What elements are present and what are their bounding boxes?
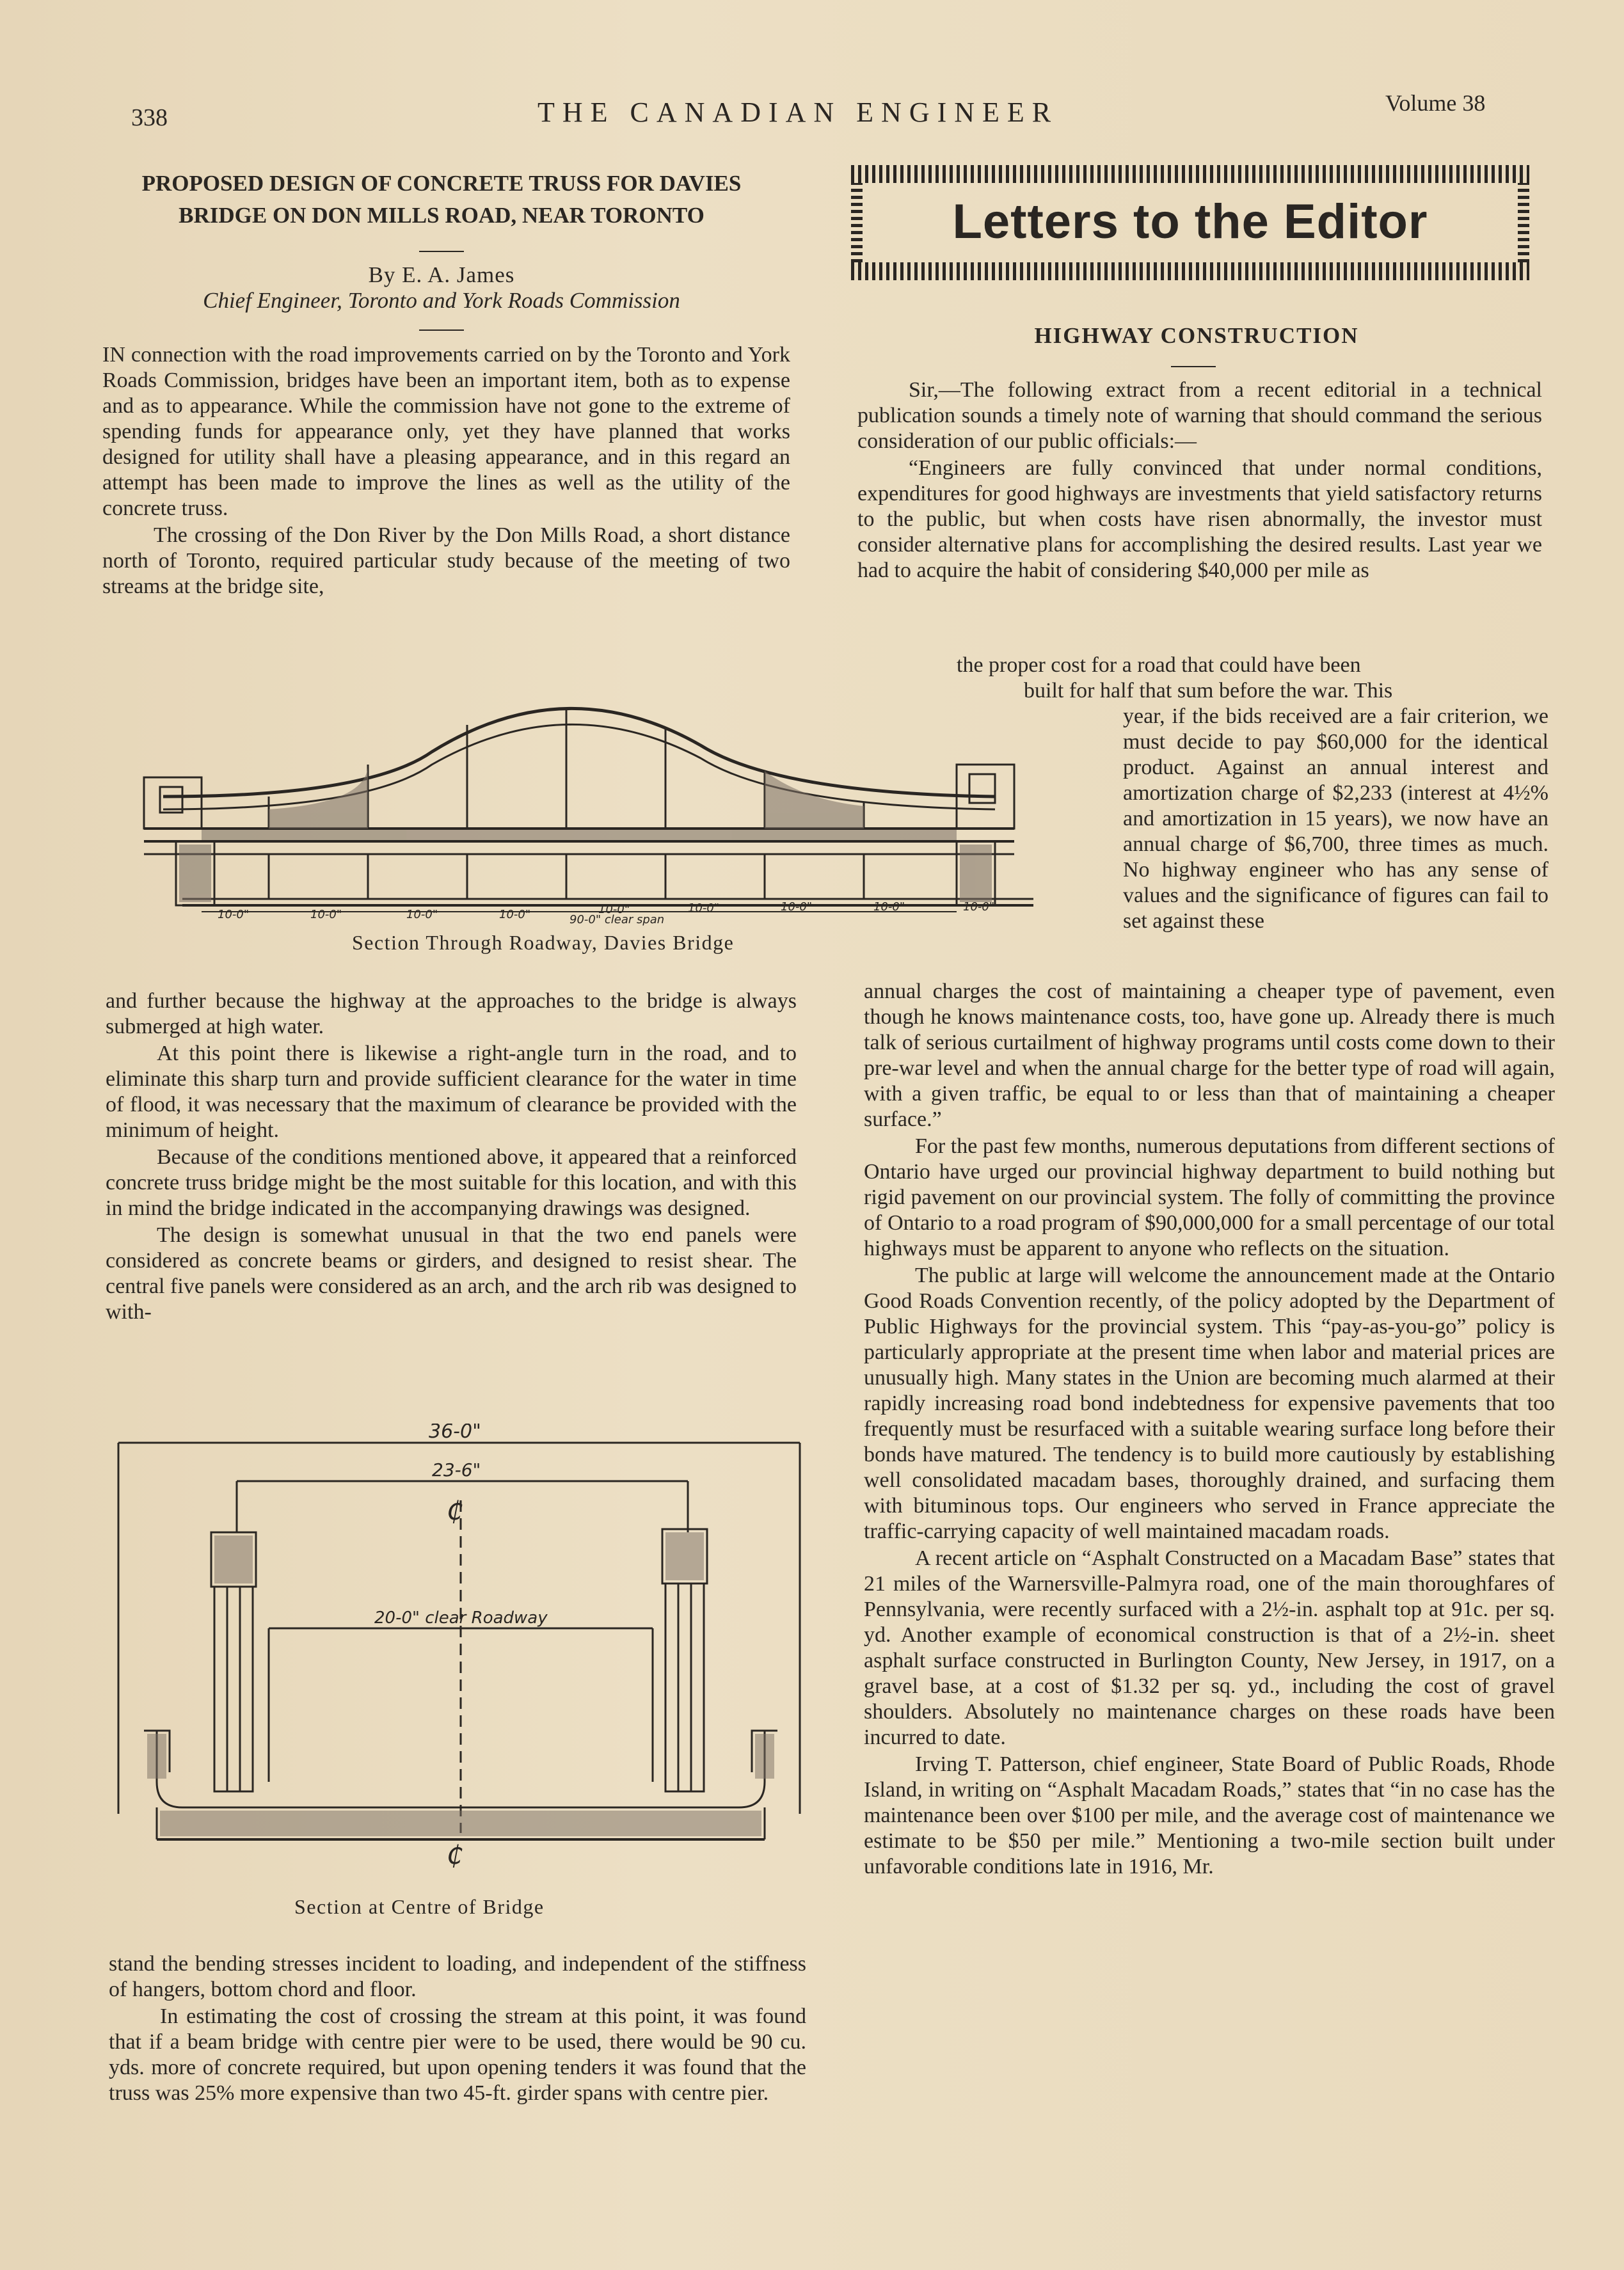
paragraph: For the past few months, numerous deputations from different sections of Ontario have urged our provincial highway department to build nothing but rigid pavement on our provincial system. The folly of committing the province of Ontario to a road program of $90,000,000 for a small percentage of our total highways must be apparent to anyone who reflects on the situation. (864, 1134, 1555, 1260)
paragraph: IN connection with the road improvements carried on by the Toronto and York Roads Commission, bridges have been an important item, both as to expense and as to appearance. While the commission have not gone to the extreme of spending funds for appearance only, yet they have planned that works designed for utility shall have a pleasing appearance, and in this regard an attempt has been made to improve the lines as well as the utility of the concrete truss. (102, 343, 790, 520)
panel-label: 10-0" (499, 908, 531, 921)
page-header (0, 90, 1624, 141)
article-title (96, 168, 787, 232)
byline-role: Chief Engineer, Toronto and York Roads Commission (203, 288, 680, 313)
paragraph: A recent article on “Asphalt Constructed on a Macadam Base” states that 21 miles of the Warnersville-Palmyra road, one of the main thoroughfares of Pennsylvania, were recently surfaced with a 2½-in. asphalt top at 91c. per sq. yd. Another example of economical construction is that of a 2½-in. sheet asphalt surface constructed in Burlington County, New Jersey, in 1917, on a gravel base, at a cost of $1.32 per sq. yd., including the cost of gravel shoulders. Absolutely no maintenance charges on these roads have been incurred to date. (864, 1546, 1555, 1749)
centerline-symbol-bottom: ₵ (447, 1841, 463, 1870)
box-border-bottom (851, 262, 1529, 280)
figure2-caption: Section at Centre of Bridge (294, 1895, 545, 1918)
section-divider (1171, 366, 1216, 367)
paragraph: annual charges the cost of maintaining a cheaper type of pavement, even though he knows maintenance costs, too, have gone up. Already there is much talk of serious curtailment of highway programs until costs come down to their pre-war level and when the annual charge for the better type of road will again, with a given traffic, be equal to or less than that of maintaining a cheaper surface.” (864, 980, 1555, 1131)
byline: By E. A. James (368, 262, 515, 287)
title-divider (419, 251, 464, 252)
panel-label: 10-0" (963, 900, 995, 914)
article-title-line1: PROPOSED DESIGN OF CONCRETE TRUSS FOR DAVIES (141, 171, 742, 196)
right-text-top (857, 377, 1542, 585)
page-number: 338 (131, 104, 168, 131)
left-text-middle (106, 988, 797, 1326)
dim-inner-label: 23-6" (432, 1459, 481, 1480)
volume-label: Volume 38 (1385, 90, 1486, 116)
section-heading: HIGHWAY CONSTRUCTION (1034, 323, 1359, 348)
wrap-line-1: the proper cost for a road that could have been (957, 653, 1361, 677)
letters-to-editor-box (851, 165, 1529, 280)
right-text-bottom (864, 979, 1555, 1881)
paragraph: The public at large will welcome the announcement made at the Ontario Good Roads Convention recently, of the policy adopted by the Department of Public Highways for the provincial system. This “pay-as-you-go” policy is particularly appropriate at the present time when labor and material prices are unusually high. Many states in the Union are becoming much alarmed at their rapidly increasing road bond indebtedness for expensive pavements that too frequently must be resurfaced with a suitable wearing surface long before their bonds have matured. The tendency is to build more cautiously by establishing well consolidated macadam bases, thoroughly drained, and surfacing them with bituminous tops. Our engineers who served in France appreciate the traffic-carrying capacity of well maintained macadam roads. (864, 1264, 1555, 1543)
paragraph: stand the bending stresses incident to loading, and independent of the stiffness of hangers, bottom chord and floor. (109, 1952, 806, 2001)
narrow-text: year, if the bids received are a fair criterion, we must decide to pay $60,000 for the identical product. Against an annual interest and amortization charge of $2,233 (interest at 4½% and amortization in 15 years), we now have an annual charge of $6,700, three times as much. No highway engineer who has any sense of values and the significance of figures can fail to set against these (1123, 704, 1548, 933)
left-text-bottom (109, 1951, 806, 2107)
panel-label: 10-0" (688, 901, 720, 915)
paragraph: “Engineers are fully convinced that under normal conditions, expenditures for good highways are investments that yield satisfactory returns to the public, but when costs have risen abnormally, the investor must consider alternative plans for accomplishing the desired results. Last year we had to acquire the habit of considering $40,000 per mile as (857, 456, 1542, 582)
letters-title: Letters to the Editor (952, 194, 1428, 249)
paragraph: The design is somewhat unusual in that the two end panels were considered as concrete beams or girders, and designed to resist shear. The central five panels were considered as an arch, and the arch rib was designed to with- (106, 1223, 797, 1324)
paragraph: Sir,—The following extract from a recent editorial in a technical publication sounds a timely note of warning that should command the serious consideration of our public officials:— (857, 378, 1542, 453)
paragraph: Because of the conditions mentioned above, it appeared that a reinforced concrete truss bridge might be the most suitable for this location, and with this in mind the bridge indicated in the accompanying drawings was designed. (106, 1145, 797, 1220)
bridge-elevation-figure (125, 681, 1097, 937)
dim-roadway-label: 20-0" clear Roadway (374, 1608, 548, 1628)
panel-label: 10-0" (310, 908, 342, 921)
paragraph: In estimating the cost of crossing the stream at this point, it was found that if a beam bridge with centre pier were to be used, there would be 90 cu. yds. more of concrete required, but upon opening tenders it was found that the truss was 25% more expensive than two 45-ft. girder spans with centre pier. (109, 2004, 806, 2105)
centerline-symbol-top: ₵ (447, 1496, 463, 1526)
box-border-top (851, 165, 1529, 183)
panel-label: 10-0" (406, 908, 438, 921)
figure1-caption: Section Through Roadway, Davies Bridge (352, 931, 735, 954)
byline-divider (419, 329, 464, 331)
bridge-cross-section-figure (112, 1424, 809, 1871)
panel-label: 10-0" (781, 900, 813, 914)
panel-label: 10-0" (598, 903, 630, 916)
panel-label: 10-0" (873, 900, 905, 914)
journal-title: THE CANADIAN ENGINEER (537, 97, 1059, 128)
paragraph: Irving T. Patterson, chief engineer, State Board of Public Roads, Rhode Island, in writing on “Asphalt Macadam Roads,” states that “in no case has the maintenance been over $100 per mile, and the average cost of maintenance we estimate to be $50 per mile.” Mentioning a two-mile section built under unfavorable conditions late in 1916, Mr. (864, 1752, 1555, 1878)
span-label: 90-0" clear span (569, 913, 665, 926)
dim-outer-label: 36-0" (429, 1424, 481, 1443)
paragraph: and further because the highway at the approaches to the bridge is always submerged at high water. (106, 989, 797, 1038)
article-title-line2: BRIDGE ON DON MILLS ROAD, NEAR TORONTO (179, 203, 705, 228)
paragraph: The crossing of the Don River by the Don Mills Road, a short distance north of Toronto, required particular study because of the meeting of two streams at the bridge site, (102, 523, 790, 598)
paragraph: At this point there is likewise a right-angle turn in the road, and to eliminate this sharp turn and provide sufficient clearance for the water in time of flood, it was necessary that the maximum of clearance be provided with the minimum of height. (106, 1042, 797, 1142)
panel-label: 10-0" (218, 908, 250, 921)
wrap-line-2: built for half that sum before the war. This (1024, 679, 1393, 702)
left-text-top (102, 342, 790, 601)
